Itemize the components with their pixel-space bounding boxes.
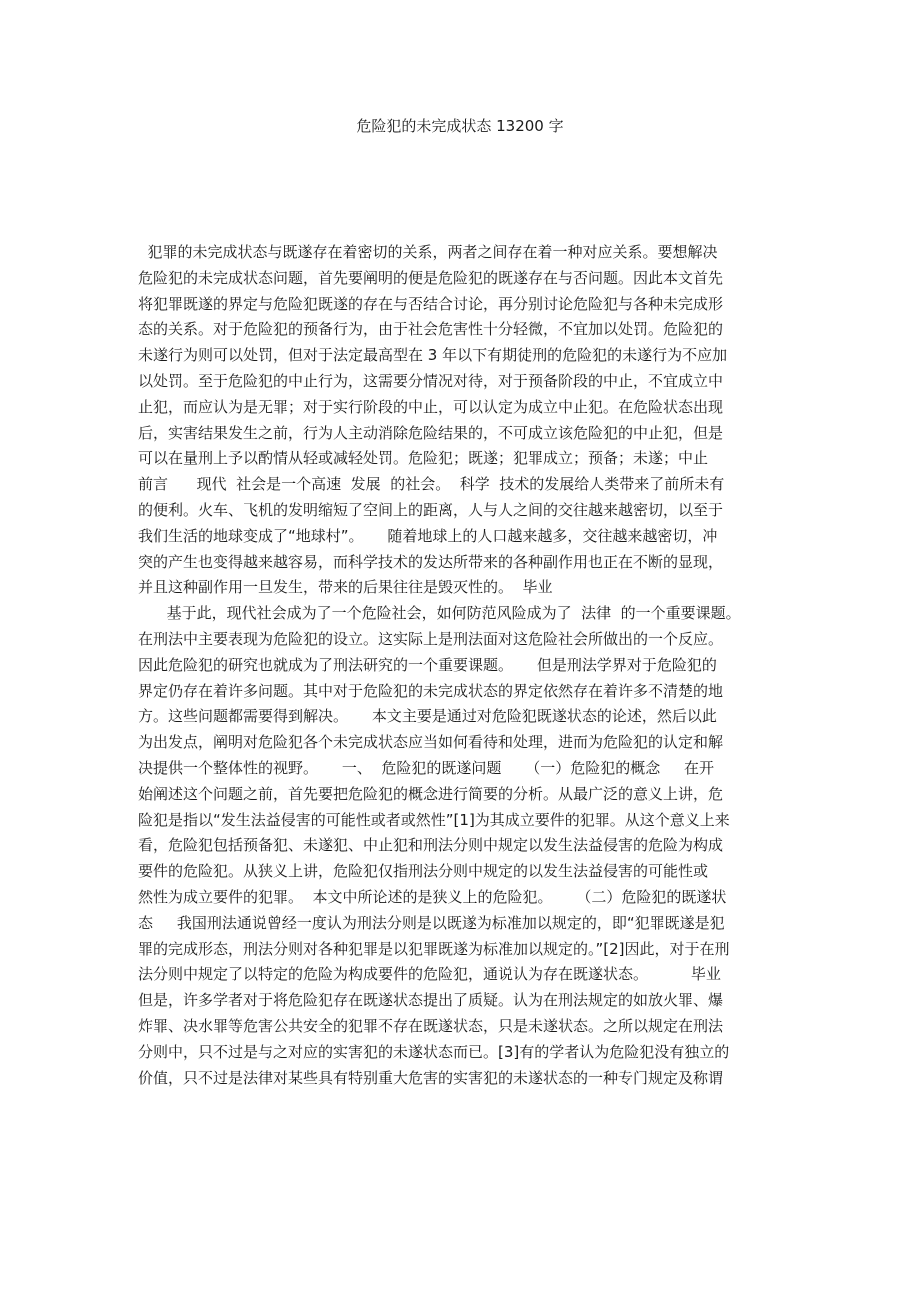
body-line: 决提供一个整体性的视野。 一、 危险犯的既遂问题 （一）危险犯的概念 在开 bbox=[138, 758, 715, 777]
body-line: 法分则中规定了以特定的危险为构成要件的危险犯，通说认为存在既遂状态。 毕业 bbox=[138, 965, 721, 984]
body-line: 态 我国刑法通说曾经一度认为刑法分则是以既遂为标准加以规定的，即“犯罪既遂是犯 bbox=[138, 913, 725, 932]
body-line: 基于此，现代社会成为了一个危险社会，如何防范风险成为了 法律 的一个重要课题。 bbox=[138, 604, 741, 623]
body-line: 但是，许多学者对于将危险犯存在既遂状态提出了质疑。认为在刑法规定的如放火罪、爆 bbox=[138, 991, 724, 1010]
body-line: 止犯，而应认为是无罪；对于实行阶段的中止，可以认定为成立中止犯。在危险状态出现 bbox=[138, 397, 724, 416]
body-line: 要件的危险犯。从狭义上讲，危险犯仅指刑法分则中规定的以发生法益侵害的可能性或 bbox=[138, 862, 709, 881]
body-line: 可以在量刑上予以酌情从轻或减轻处罚。危险犯；既遂；犯罪成立；预备；未遂；中止 bbox=[138, 449, 709, 468]
body-line: 我们生活的地球变成了“地球村”。 随着地球上的人口越来越多，交往越来越密切，冲 bbox=[138, 526, 718, 545]
body-line: 将犯罪既遂的界定与危险犯既遂的存在与否结合讨论，再分别讨论危险犯与各种未完成形 bbox=[138, 294, 724, 313]
body-line: 分则中，只不过是与之对应的实害犯的未遂状态而已。[3]有的学者认为危险犯没有独立的 bbox=[138, 1042, 730, 1061]
body-line: 罪的完成形态，刑法分则对各种犯罪是以犯罪既遂为标准加以规定的。”[2]因此，对于在刑 bbox=[138, 939, 730, 958]
body-line: 犯罪的未完成状态与既遂存在着密切的关系，两者之间存在着一种对应关系。要想解决 bbox=[138, 243, 718, 261]
body-line: 的便利。火车、飞机的发明缩短了空间上的距离，人与人之间的交往越来越密切，以至于 bbox=[138, 500, 724, 519]
body-line: 然性为成立要件的犯罪。 本文中所论述的是狭义上的危险犯。 （二）危险犯的既遂状 bbox=[138, 887, 727, 906]
body-line: 看，危险犯包括预备犯、未遂犯、中止犯和刑法分则中规定以发生法益侵害的危险为构成 bbox=[138, 836, 724, 855]
body-line: 前言 现代 社会是一个高速 发展 的社会。 科学 技术的发展给人类带来了前所未有 bbox=[138, 475, 725, 494]
body-line: 界定仍存在着许多问题。其中对于危险犯的未完成状态的界定依然存在着许多不清楚的地 bbox=[138, 681, 724, 700]
body-line: 始阐述这个问题之前，首先要把危险犯的概念进行简要的分析。从最广泛的意义上讲，危 bbox=[138, 784, 724, 803]
body-line: 炸罪、决水罪等危害公共安全的犯罪不存在既遂状态，只是未遂状态。之所以规定在刑法 bbox=[138, 1016, 724, 1035]
body-line: 方。这些问题都需要得到解决。 本文主要是通过对危险犯既遂状态的论述，然后以此 bbox=[138, 707, 717, 726]
body-line: 未遂行为则可以处罚，但对于法定最高型在 3 年以下有期徒刑的危险犯的未遂行为不应加 bbox=[138, 346, 728, 365]
body-line: 危险犯的未完成状态问题，首先要阐明的便是危险犯的既遂存在与否问题。因此本文首先 bbox=[138, 268, 724, 287]
body-line: 后，实害结果发生之前，行为人主动消除危险结果的，不可成立该危险犯的中止犯，但是 bbox=[138, 423, 724, 442]
body-line: 突的产生也变得越来越容易，而科学技术的发达所带来的各种副作用也正在不断的显现， bbox=[138, 552, 724, 571]
body-line: 因此危险犯的研究也就成为了刑法研究的一个重要课题。 但是刑法学界对于危险犯的 bbox=[138, 655, 717, 674]
body-line: 以处罚。至于危险犯的中止行为，这需要分情况对待，对于预备阶段的中止，不宜成立中 bbox=[138, 371, 724, 390]
document-title: 危险犯的未完成状态 13200 字 bbox=[356, 117, 564, 135]
body-line: 态的关系。对于危险犯的预备行为，由于社会危害性十分轻微，不宜加以处罚。危险犯的 bbox=[138, 320, 724, 339]
body-line: 在刑法中主要表现为危险犯的设立。这实际上是刑法面对这危险社会所做出的一个反应。 bbox=[138, 629, 724, 648]
body-line: 险犯是指以“发生法益侵害的可能性或者或然性”[1]为其成立要件的犯罪。从这个意义上来 bbox=[138, 810, 730, 829]
body-line: 为出发点，阐明对危险犯各个未完成状态应当如何看待和处理，进而为危险犯的认定和解 bbox=[138, 733, 724, 752]
document-body bbox=[138, 240, 784, 1091]
body-line: 价值，只不过是法律对某些具有特别重大危害的实害犯的未遂状态的一种专门规定及称谓 bbox=[138, 1068, 724, 1087]
body-line: 并且这种副作用一旦发生，带来的后果往往是毁灭性的。 毕业 bbox=[138, 578, 553, 597]
